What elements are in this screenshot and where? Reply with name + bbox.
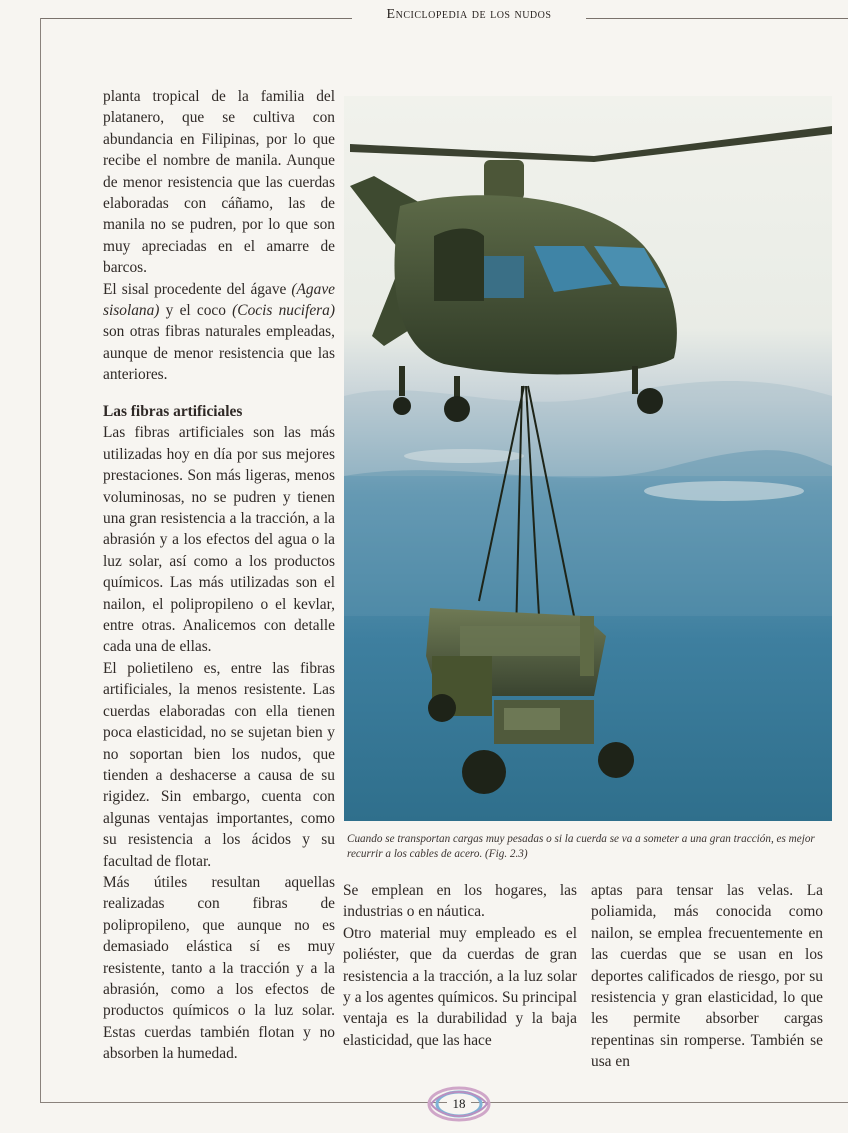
page-border-left [40, 18, 41, 1102]
agave-latin-name: (Agave sisolana) [103, 280, 335, 320]
paragraph-polypropylene: Más útiles resultan aquellas realizadas con fibras de polipropileno, que aunque no es demasiado elástica sí es muy resistente, tanto a la tracción y a la abrasión, como a los efectos de productos químicos o la luz solar. Estas cuerdas también flotan y no absorben la humedad. [103, 873, 335, 1063]
section-heading: Las fibras artificiales [103, 403, 243, 420]
header-rule-right [586, 18, 848, 19]
paragraph-uses: Se emplean en los hogares, las industrias o en náutica. [343, 882, 577, 921]
sisal-text-3: son otras fibras naturales empleadas, aunque de menor resistencia que las anteriores. [103, 323, 335, 384]
text-column-left-bottom [103, 401, 335, 1065]
paragraph-polyethylene: El polietileno es, entre las fibras artificiales, la menos resistente. Las cuerdas elaboradas con ella tienen poca elasticidad, no se sujetan bien y no soportan bien los nudos, que tienden a deshacerse a causa de su rigidez. Sin embargo, cuenta con algunas ventajas importantes, como su resistencia a los ácidos y su facultad de flotar. [103, 659, 335, 870]
text-column-right [591, 880, 823, 1073]
header-rule-left [40, 18, 352, 19]
paragraph-manila: planta tropical de la familia del platanero, que se cultiva con abundancia en Filipinas, por lo que recibe el nombre de manila. Aunque de menor resistencia que las cuerdas elaboradas con cáñamo, las de manila no se pudren, por lo que son muy apreciadas en el amarre de barcos. [103, 88, 335, 277]
helicopter-photo [344, 96, 832, 821]
paragraph-polyester: Otro material muy empleado es el poliéster, que da cuerdas de gran resistencia a la tracción, a la luz solar y a los agentes químicos. Su principal ventaja es la durabilidad y la baja elasticidad, que las hace [343, 924, 577, 1049]
text-column-middle [343, 880, 577, 1051]
paragraph-nylon: aptas para tensar las velas. La poliamida, más conocida como nailon, se emplea frecuentemente en las cuerdas que se usan en los deportes calificados de riesgo, por su resistencia y gran elasticidad, lo que les permite absorber cargas repentinas sin romperse. También se usa en [591, 882, 823, 1071]
running-header: Enciclopedia de los nudos [386, 7, 552, 22]
text-column-left-top [103, 86, 335, 386]
page-number: 18 [452, 1096, 466, 1111]
coco-latin-name: (Cocis nucifera) [232, 302, 335, 320]
paragraph-artificial-fibers: Las fibras artificiales son las más utilizadas hoy en día por sus mejores prestaciones. Son más ligeras, menos voluminosas, no se pudren y tienen una gran resistencia a la tracción, a la abrasión y a los efectos del agua o la luz solar, así como a los productos químicos. Las más utilizadas son el nailon, el polipropileno o el kevlar, entre otras. Analicemos con detalle cada una de ellas. [103, 424, 335, 656]
sisal-text-1: El sisal procedente del ágave [103, 280, 292, 298]
sisal-text-2: y el coco [159, 302, 233, 320]
paragraph-sisal [103, 279, 335, 386]
photo-caption: Cuando se transportan cargas muy pesadas o si la cuerda se va a someter a una gran tracción, es mejor recurrir a los cables de acero. (Fig. 2.3) [347, 833, 815, 861]
